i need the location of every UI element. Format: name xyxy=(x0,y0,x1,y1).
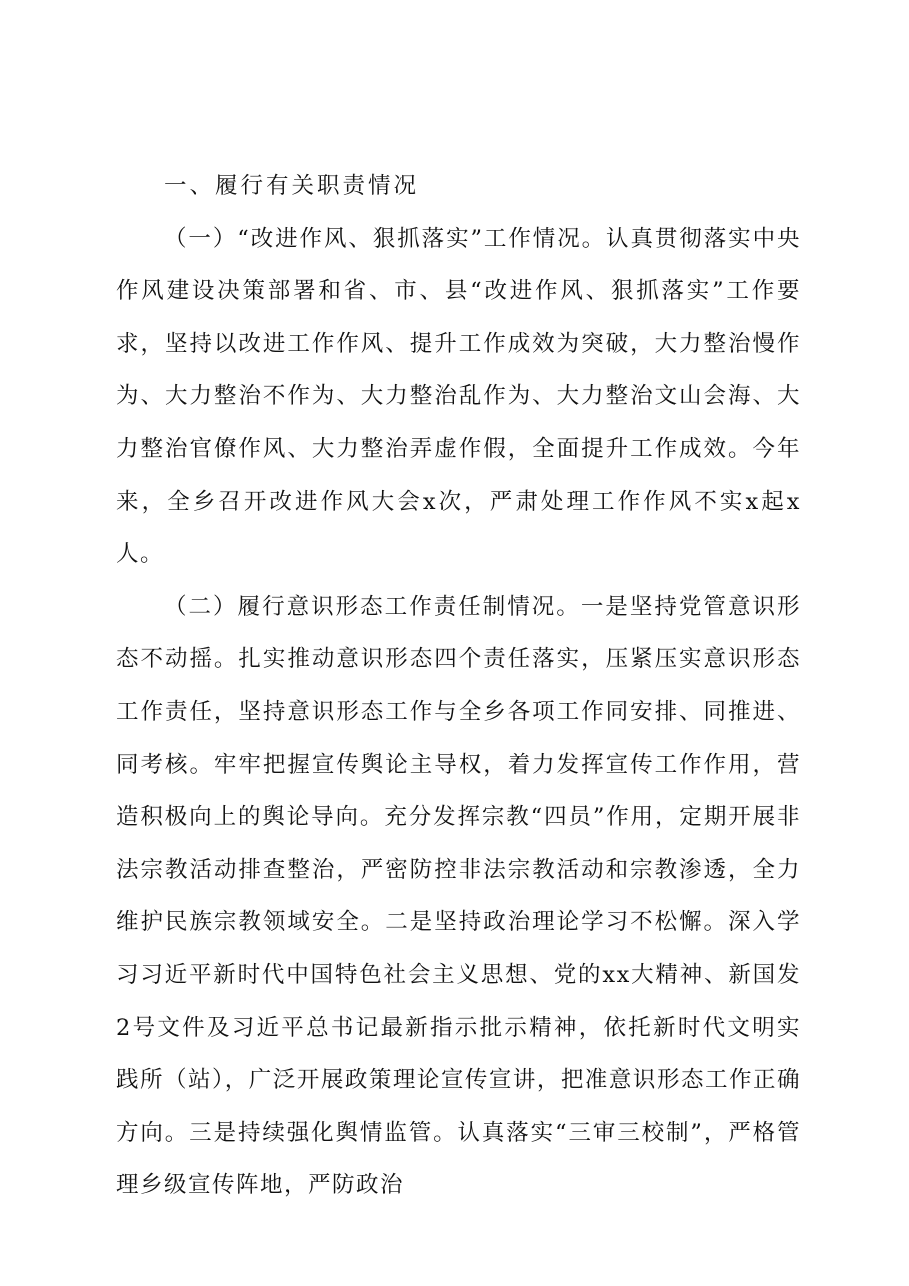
paragraph-work-style: （一）“改进作风、狠抓落实”工作情况。认真贯彻落实中央作风建设决策部署和省、市、县“改进作风、狠抓落实”工作要求，坚持以改进工作作风、提升工作成效为突破，大力整治慢作为、大力整治不作为、大力整治乱作为、大力整治文山会海、大力整治官僚作风、大力整治弄虚作假，全面提升工作成效。今年来，全乡召开改进作风大会x次，严肃处理工作作风不实x起x人。 xyxy=(116,225,801,568)
document-body xyxy=(116,160,801,1212)
paragraph-ideology-responsibility: （二）履行意识形态工作责任制情况。一是坚持党管意识形态不动摇。扎实推动意识形态四个责任落实，压紧压实意识形态工作责任，坚持意识形态工作与全乡各项工作同安排、同推进、同考核。牢牢把握宣传舆论主导权，着力发挥宣传工作作用，营造积极向上的舆论导向。充分发挥宗教“四员”作用，定期开展非法宗教活动排查整治，严密防控非法宗教活动和宗教渗透，全力维护民族宗教领域安全。二是坚持政治理论学习不松懈。深入学习习近平新时代中国特色社会主义思想、党的xx大精神、新国发2号文件及习近平总书记最新指示批示精神，依托新时代文明实践所（站），广泛开展政策理论宣传宣讲，把准意识形态工作正确方向。三是持续强化舆情监管。认真落实“三审三校制”，严格管理乡级宣传阵地，严防政治 xyxy=(116,593,801,1199)
section-heading: 一、履行有关职责情况 xyxy=(164,173,420,199)
